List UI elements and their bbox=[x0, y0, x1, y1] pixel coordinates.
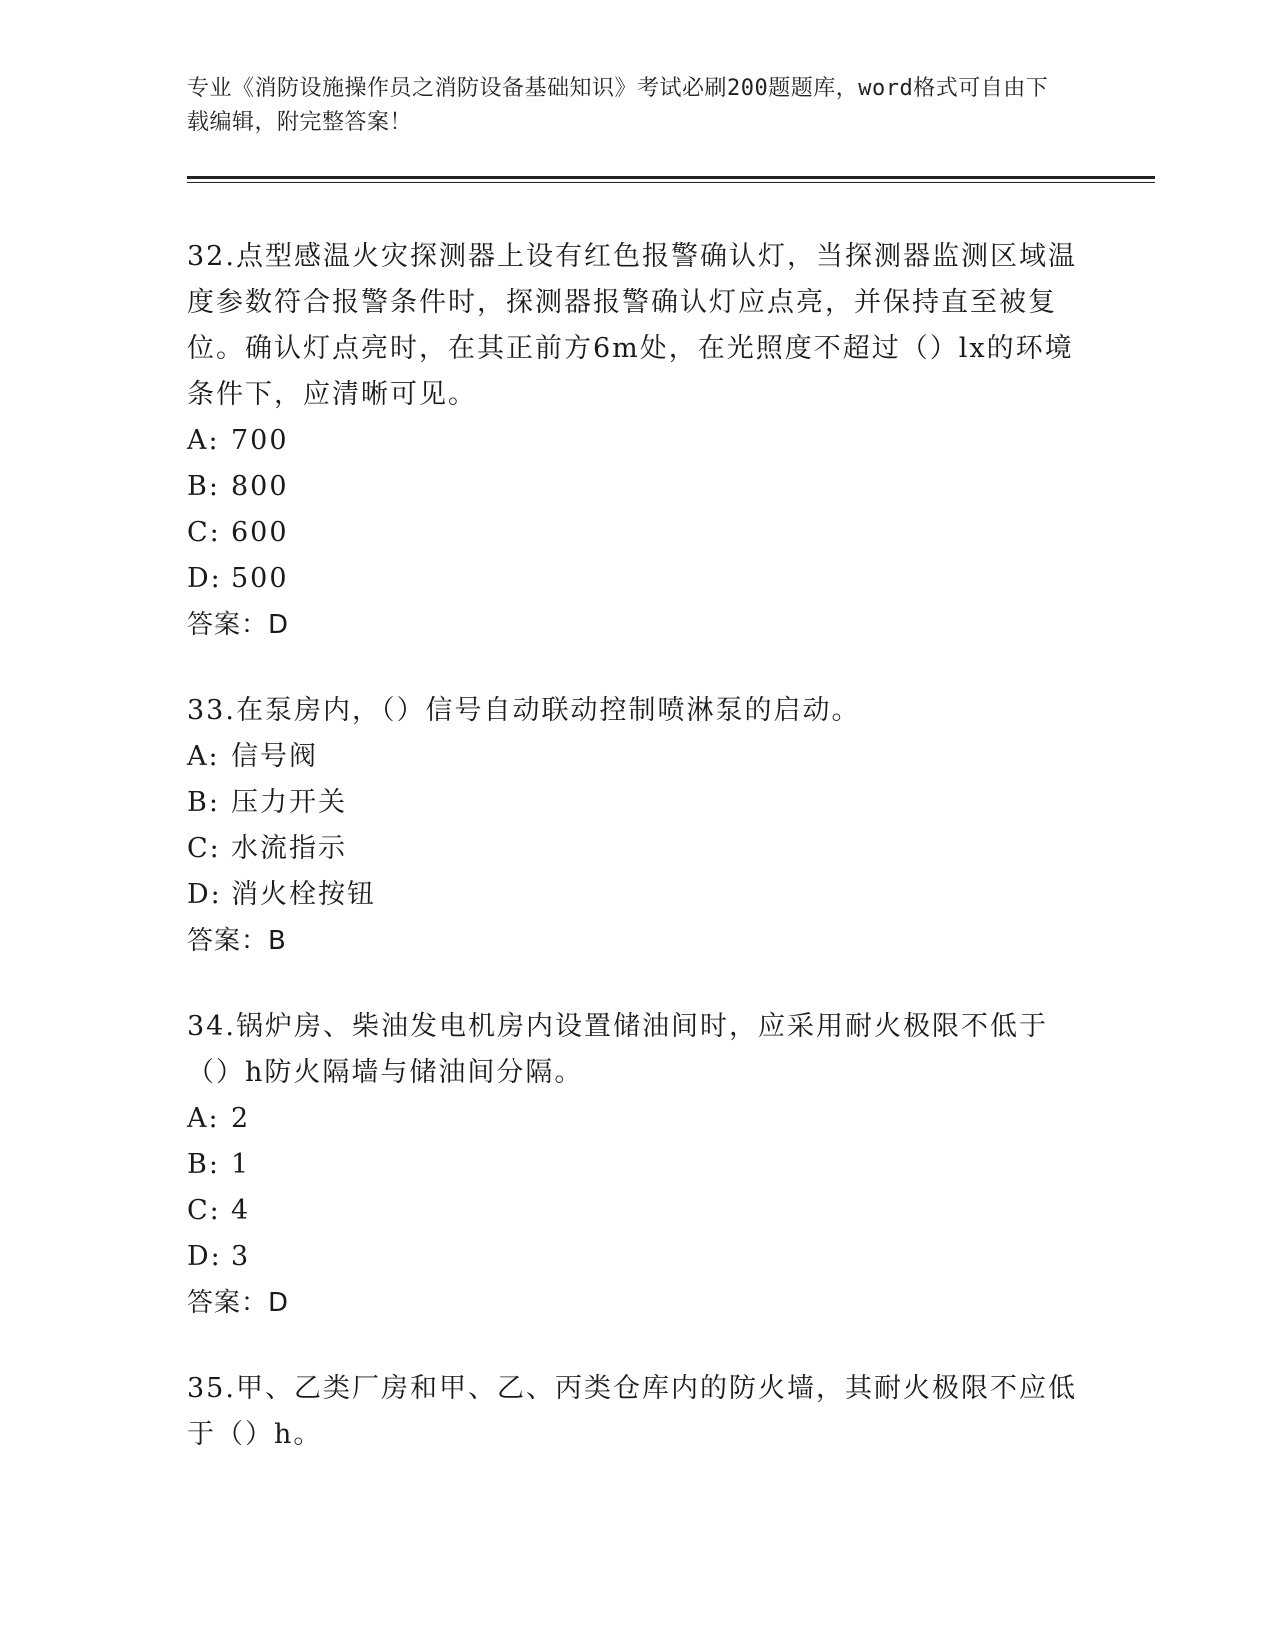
question-body: 点型感温火灾探测器上设有红色报警确认灯，当探测器监测区域温度参数符合报警条件时，探测器报警确认灯应点亮，并保持直至被复位。确认灯点亮时，在其正前方6m处，在光照度不超过（）lx的环境条件下，应清晰可见。 bbox=[187, 241, 1077, 410]
option-label: B: bbox=[187, 1149, 220, 1180]
option-b bbox=[187, 780, 1087, 826]
option-value: 600 bbox=[231, 517, 289, 548]
question-body: 在泵房内，（）信号自动联动控制喷淋泵的启动。 bbox=[235, 695, 861, 726]
option-label: C: bbox=[187, 1195, 221, 1226]
option-label: D: bbox=[187, 879, 222, 910]
option-value: 信号阀 bbox=[231, 741, 318, 772]
option-a bbox=[187, 1096, 1087, 1142]
option-value: 压力开关 bbox=[231, 787, 347, 818]
question-text bbox=[187, 1004, 1087, 1096]
answer-text: 答案：D bbox=[187, 1288, 290, 1318]
question-32 bbox=[187, 234, 1087, 648]
option-value: 1 bbox=[231, 1149, 251, 1180]
option-value: 800 bbox=[231, 471, 289, 502]
question-list bbox=[187, 234, 1087, 1498]
header-rule-thick bbox=[187, 176, 1155, 179]
question-text bbox=[187, 234, 1087, 418]
option-value: 700 bbox=[231, 425, 289, 456]
option-value: 水流指示 bbox=[231, 833, 347, 864]
option-b bbox=[187, 1142, 1087, 1188]
question-text bbox=[187, 1366, 1087, 1458]
document-header: 专业《消防设施操作员之消防设备基础知识》考试必刷200题题库，word格式可自由下载编辑，附完整答案！ bbox=[187, 76, 1049, 135]
option-label: B: bbox=[187, 471, 220, 502]
option-label: B: bbox=[187, 787, 220, 818]
question-body: 锅炉房、柴油发电机房内设置储油间时，应采用耐火极限不低于（）h防火隔墙与储油间分隔。 bbox=[187, 1011, 1048, 1088]
option-c bbox=[187, 1188, 1087, 1234]
option-label: A: bbox=[187, 741, 220, 772]
question-body: 甲、乙类厂房和甲、乙、丙类仓库内的防火墙，其耐火极限不应低于（）h。 bbox=[187, 1373, 1077, 1450]
option-value: 2 bbox=[231, 1103, 251, 1134]
question-number: 32. bbox=[187, 241, 236, 272]
question-number: 35. bbox=[187, 1373, 236, 1404]
option-d bbox=[187, 556, 1087, 602]
option-label: C: bbox=[187, 517, 221, 548]
option-a bbox=[187, 734, 1087, 780]
option-c bbox=[187, 510, 1087, 556]
question-text bbox=[187, 688, 1087, 734]
answer-text: 答案：D bbox=[187, 610, 290, 640]
option-value: 消火栓按钮 bbox=[231, 879, 376, 910]
question-number: 34. bbox=[187, 1011, 236, 1042]
option-label: C: bbox=[187, 833, 221, 864]
option-value: 500 bbox=[231, 563, 289, 594]
question-number: 33. bbox=[187, 695, 236, 726]
header-rule-thin bbox=[187, 182, 1155, 183]
option-label: A: bbox=[187, 425, 220, 456]
option-label: A: bbox=[187, 1103, 220, 1134]
question-33 bbox=[187, 688, 1087, 964]
option-value: 4 bbox=[231, 1195, 251, 1226]
option-a bbox=[187, 418, 1087, 464]
option-label: D: bbox=[187, 1241, 222, 1272]
option-label: D: bbox=[187, 563, 222, 594]
question-34 bbox=[187, 1004, 1087, 1326]
question-35 bbox=[187, 1366, 1087, 1458]
option-c bbox=[187, 826, 1087, 872]
option-d bbox=[187, 872, 1087, 918]
option-value: 3 bbox=[231, 1241, 251, 1272]
answer-text: 答案：B bbox=[187, 926, 287, 956]
option-d bbox=[187, 1234, 1087, 1280]
option-b bbox=[187, 464, 1087, 510]
